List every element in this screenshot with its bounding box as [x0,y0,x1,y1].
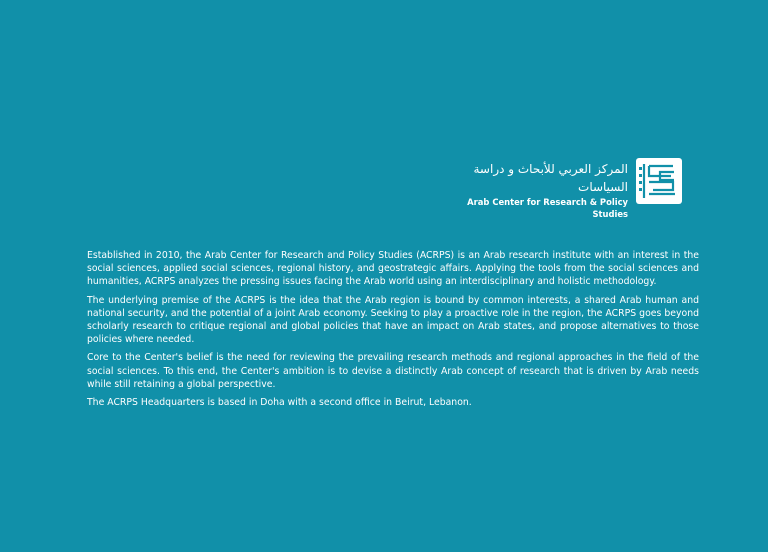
paragraph: The ACRPS Headquarters is based in Doha with a second office in Beirut, Lebanon. [87,397,472,409]
acrps-logo-icon [636,158,682,204]
brand-header [430,158,682,219]
about-text [87,249,699,414]
paragraph: Established in 2010, the Arab Center for Research and Policy Studies (ACRPS) is an Arab research institute with an interest in the social sciences, applied social sciences, regional history, and geostrategic affairs. Applying the tools from the social sciences and humanities, ACRPS analyzes the pressing issues facing the Arab world using an interdisciplinary and holistic methodology. [87,250,699,288]
brand-text [430,160,628,220]
brand-name-arabic: المركز العربي للأبحاث و دراسة السياسات [473,162,628,194]
paragraph: The underlying premise of the ACRPS is the idea that the Arab region is bound by common interests, a shared Arab human and national security, and the potential of a joint Arab economy. Seeking to play a proactive role in the region, the ACRPS goes beyond scholarly research to critique regional and global policies that have an impact on Arab states, and propose alternatives to those policies where needed. [87,294,699,346]
brand-name-english: Arab Center for Research & Policy Studies [467,197,628,219]
paragraph: Core to the Center's belief is the need for reviewing the prevailing research methods and regional approaches in the field of the social sciences. To this end, the Center's ambition is to devise a distinctly Arab concept of research that is driven by Arab needs while still retaining a global perspective. [87,352,699,390]
